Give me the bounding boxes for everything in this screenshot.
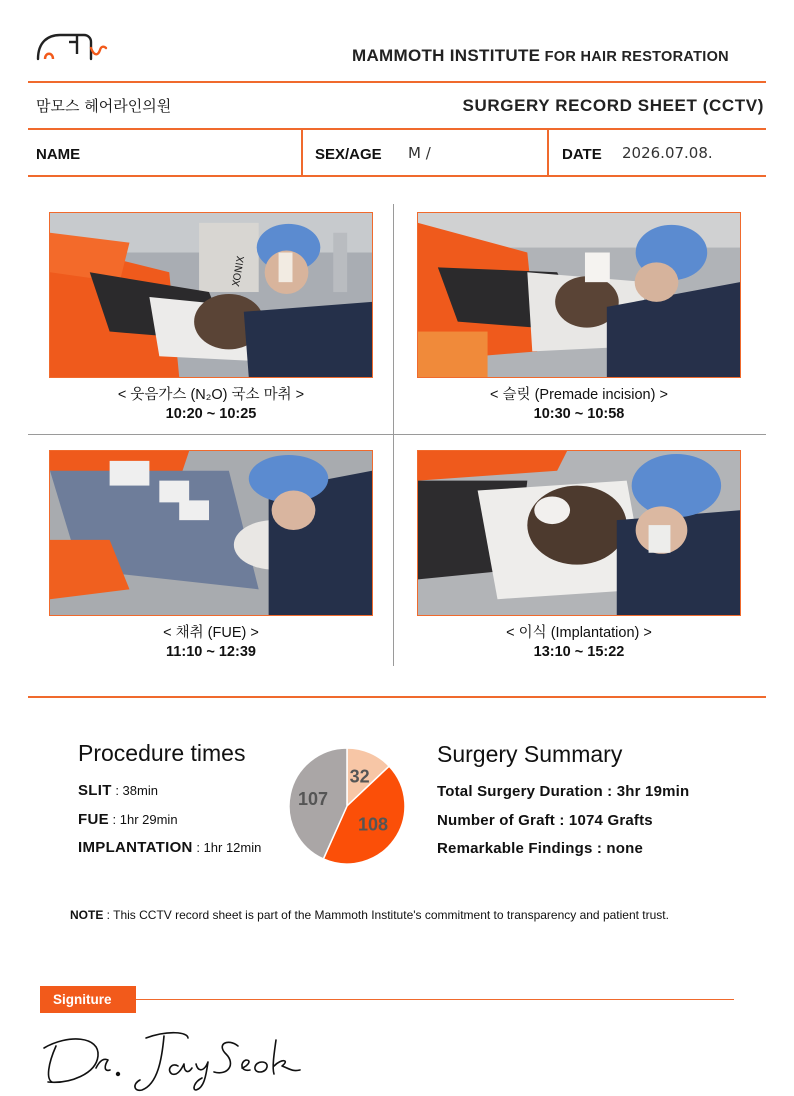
procedure-value: : 1hr 12min [192,840,262,855]
cctv-photo-implantation [417,450,741,616]
field-divider [547,129,549,176]
cctv-photo-fue [49,450,373,616]
title-rule [28,128,766,130]
mammoth-logo-icon [36,30,108,64]
note-text: : This CCTV record sheet is part of the Mammoth Institute's commitment to transparency and patient trust. [103,908,669,922]
brand-name [352,46,729,66]
step-time: 13:10 ~ 15:22 [533,644,625,660]
grid-divider-horizontal [28,434,766,435]
summary-grafts: Number of Graft : 1074 Grafts [437,812,653,829]
step-label: < 웃음가스 (N₂O) 국소 마취 > [117,387,305,403]
signature-tag: Signiture [40,986,136,1013]
name-label: NAME [36,146,81,163]
step-label: < 이식 (Implantation) > [506,625,652,641]
procedure-item-slit [78,782,158,799]
procedure-label: SLIT [78,782,112,799]
step-time: 10:30 ~ 10:58 [533,406,625,422]
note [70,908,669,922]
step-time: 11:10 ~ 12:39 [166,644,256,660]
procedure-item-implantation [78,839,261,856]
clinic-korean-name: 맘모스 헤어라인의원 [36,97,172,115]
brand-main: MAMMOTH INSTITUTE [352,46,541,65]
step-label: < 슬릿 (Premade incision) > [490,387,668,403]
summary-findings: Remarkable Findings : none [437,840,644,857]
step-label: < 채취 (FUE) > [163,625,259,641]
procedure-value: : 1hr 29min [108,812,178,827]
date-label: DATE [562,146,602,163]
step-caption-4 [417,624,741,662]
step-caption-1 [49,386,373,424]
step-caption-3 [49,624,373,662]
cctv-photo-anesthesia [49,212,373,378]
summary-duration: Total Surgery Duration : 3hr 19min [437,783,690,800]
date-value: 2026.07.08. [622,144,713,162]
sexage-value: M / [408,144,431,162]
brand-sub: FOR HAIR RESTORATION [540,49,729,65]
sheet-title: SURGERY RECORD SHEET (CCTV) [462,96,764,115]
signature-line [136,999,734,1000]
procedure-value: : 38min [111,783,158,798]
procedure-times-title: Procedure times [78,740,246,766]
sexage-label: SEX/AGE [315,146,382,163]
step-caption-2 [417,386,741,424]
pie-slice-label: 32 [349,766,370,787]
surgery-summary-title: Surgery Summary [437,741,623,767]
step-time: 10:20 ~ 10:25 [165,406,257,422]
device-label: XONIX [230,255,248,288]
pie-slice-label: 107 [297,788,328,809]
field-divider [301,129,303,176]
note-label: NOTE [70,908,104,922]
handwritten-signature [38,1024,308,1094]
procedure-label: IMPLANTATION [78,839,193,856]
cctv-photo-slit [417,212,741,378]
pie-slice-label: 108 [357,814,389,835]
procedure-item-fue [78,811,178,828]
section-rule [28,696,766,698]
procedure-pie-chart [286,744,408,868]
grid-divider-vertical [393,204,394,666]
header-rule [28,81,766,83]
procedure-label: FUE [78,811,109,828]
fields-rule [28,175,766,177]
